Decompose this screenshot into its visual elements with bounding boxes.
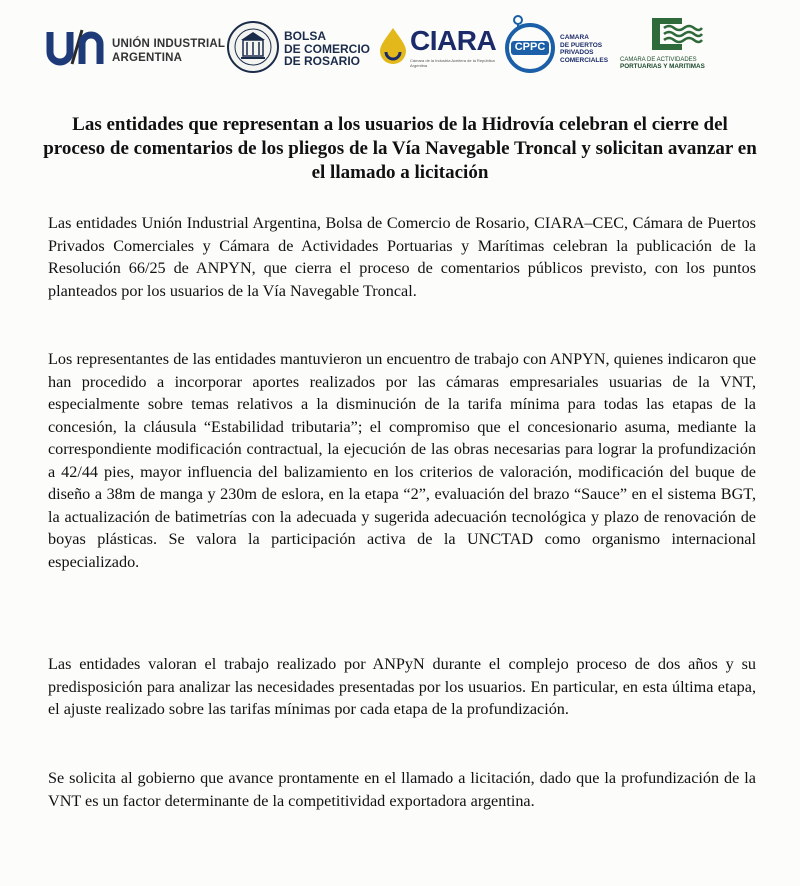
bcr-logo-text xyxy=(284,30,370,68)
paragraph-1-container xyxy=(48,212,756,302)
bcr-logo-line-3: DE ROSARIO xyxy=(284,54,361,68)
bcr-logo-line-2: DE COMERCIO xyxy=(284,41,371,56)
cppc-logo-line-2: DE PUERTOS xyxy=(560,41,603,49)
capym-logo-line-2: PORTUARIAS Y MARITIMAS xyxy=(620,63,705,70)
cppc-logo-line-1: CAMARA xyxy=(560,34,589,41)
uia-logo-text xyxy=(112,37,225,65)
uia-logo-line-1: UNIÓN INDUSTRIAL xyxy=(112,38,226,50)
press-release-title: Las entidades que representan a los usuarios de la Hidrovía celebran el cierre del proceso de comentarios de los pliegos de la Vía Navegable Troncal y solicitan avanzar en el llamado a licitación xyxy=(43,114,757,183)
ciara-logo-text: CIARA xyxy=(410,25,497,56)
bcr-logo-line-1: BOLSA xyxy=(284,29,326,43)
cppc-logo-line-3: PRIVADOS xyxy=(560,49,594,56)
paragraph-3-container xyxy=(48,653,756,721)
uia-logo-icon xyxy=(46,26,104,68)
ciara-drop-icon xyxy=(376,26,410,64)
paragraph-3: Las entidades valoran el trabajo realizado por ANPyN durante el complejo proceso de dos años y su predisposición para analizar las necesidades presentadas por los usuarios. En particular, en esta última etapa, el ajuste realizado sobre las tarifas mínimas por cada etapa de la profundización. xyxy=(48,655,756,718)
paragraph-4-container xyxy=(48,767,756,812)
logo-header xyxy=(0,0,800,100)
cppc-mark-text xyxy=(510,40,550,52)
capym-logo-icon xyxy=(648,14,704,54)
paragraph-2: Los representantes de las entidades mantuvieron un encuentro de trabajo con ANPYN, quienes indicaron que han procedido a incorporar aportes realizados por las cámaras empresariales usuarias de la VNT, especialmente sobre temas relativos a la disminución de la tarifa mínima para todas las etapas de la concesión, la cláusula “Estabilidad tributaria”; el compromiso que el concesionario asuma, mediante la correspondiente modificación contractual, la ejecución de las obras necesarias para lograr la profundización a 42/44 pies, mayor influencia del balizamiento en los criterios de valoración, modificación del buque de diseño a 38m de manga y 230m de eslora, en la etapa “2”, evaluación del brazo “Sauce” en el sistema BGT, la actualización de batimetrías con la adecuada y sugerida adecuación tecnológica y plazo de renovación de boyas plásticas. Se valora la participación activa de la UNCTAD como organismo internacional especializado. xyxy=(48,350,756,571)
ciara-logo-subtitle: Cámara de la Industria Aceitera de la República Argentina xyxy=(410,58,495,68)
cppc-mark-label: CPPC xyxy=(514,41,546,52)
cppc-logo-text xyxy=(560,34,620,64)
paragraph-1: Las entidades Unión Industrial Argentina, Bolsa de Comercio de Rosario, CIARA–CEC, Cámara de Puertos Privados Comerciales y Cámara de Actividades Portuarias y Marítimas celebran la publicación de la Resolución 66/25 de ANPYN, que cierra el proceso de comentarios públicos previsto, con los puntos planteados por los usuarios de la Vía Navegable Troncal. xyxy=(48,214,756,300)
uia-logo-line-2: ARGENTINA xyxy=(112,52,183,64)
cppc-logo-line-4: COMERCIALES xyxy=(560,56,609,64)
paragraph-4: Se solicita al gobierno que avance prontamente en el llamado a licitación, dado que la profundización de la VNT es un factor determinante de la competitividad exportadora argentina. xyxy=(48,769,756,810)
bcr-seal-icon xyxy=(226,20,280,74)
paragraph-2-container xyxy=(48,348,756,573)
capym-logo-line-1: CAMARA DE ACTIVIDADES xyxy=(620,57,697,63)
